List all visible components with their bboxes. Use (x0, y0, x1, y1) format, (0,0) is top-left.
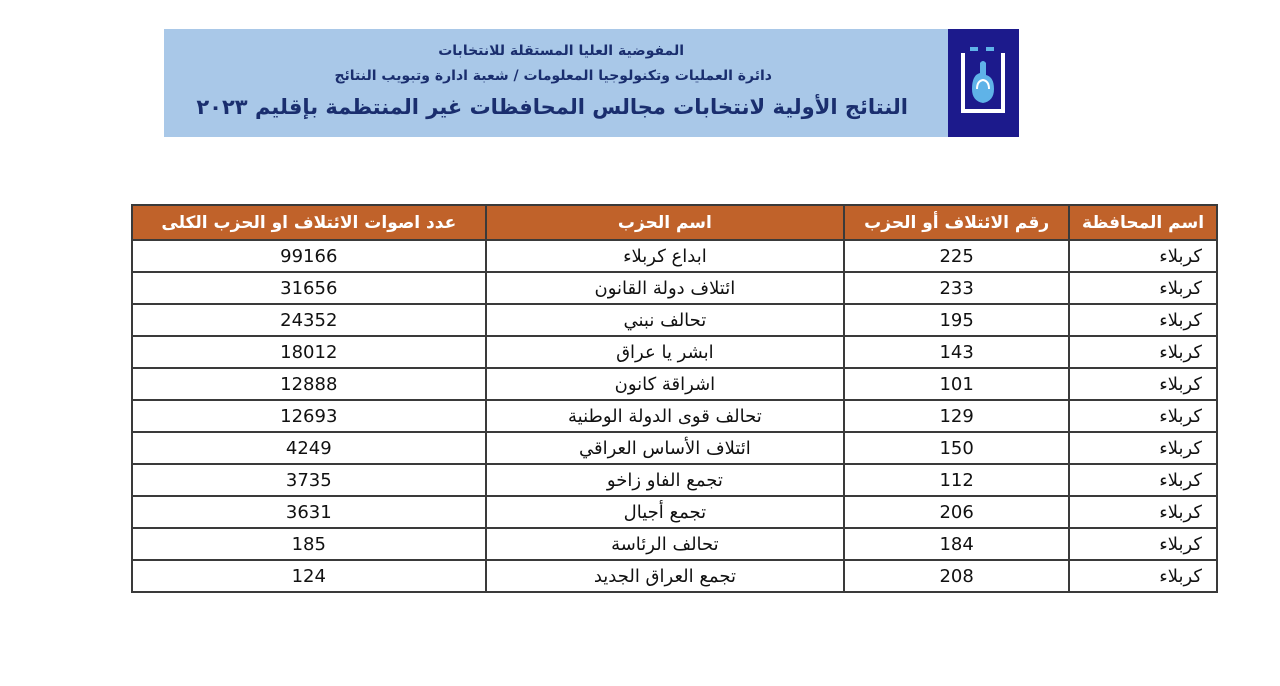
cell-number: 208 (844, 560, 1069, 592)
cell-number: 112 (844, 464, 1069, 496)
cell-votes: 99166 (132, 240, 486, 272)
cell-governorate: كربلاء (1069, 304, 1217, 336)
cell-governorate: كربلاء (1069, 336, 1217, 368)
cell-number: 225 (844, 240, 1069, 272)
cell-governorate: كربلاء (1069, 560, 1217, 592)
cell-party: تحالف قوى الدولة الوطنية (486, 400, 845, 432)
cell-party: تحالف الرئاسة (486, 528, 845, 560)
cell-party: تجمع العراق الجديد (486, 560, 845, 592)
header-text (164, 29, 912, 137)
cell-party: ابداع كربلاء (486, 240, 845, 272)
cell-number: 101 (844, 368, 1069, 400)
cell-votes: 3735 (132, 464, 486, 496)
cell-votes: 124 (132, 560, 486, 592)
table-row (132, 240, 1217, 272)
cell-party: اشراقة كانون (486, 368, 845, 400)
cell-votes: 31656 (132, 272, 486, 304)
cell-number: 150 (844, 432, 1069, 464)
cell-governorate: كربلاء (1069, 464, 1217, 496)
department-name: دائرة العمليات وتكنولوجيا المعلومات / شعبة ادارة وتبويب النتائج (334, 68, 772, 84)
table-row (132, 432, 1217, 464)
cell-votes: 12693 (132, 400, 486, 432)
cell-governorate: كربلاء (1069, 528, 1217, 560)
logo (948, 29, 1019, 137)
cell-governorate: كربلاء (1069, 240, 1217, 272)
column-header-governorate: اسم المحافظة (1069, 205, 1217, 240)
cell-votes: 24352 (132, 304, 486, 336)
cell-party: تحالف نبني (486, 304, 845, 336)
cell-governorate: كربلاء (1069, 496, 1217, 528)
cell-governorate: كربلاء (1069, 368, 1217, 400)
cell-number: 129 (844, 400, 1069, 432)
cell-governorate: كربلاء (1069, 272, 1217, 304)
table-row (132, 368, 1217, 400)
cell-votes: 185 (132, 528, 486, 560)
cell-governorate: كربلاء (1069, 432, 1217, 464)
cell-number: 195 (844, 304, 1069, 336)
table-row (132, 528, 1217, 560)
column-header-party: اسم الحزب (486, 205, 845, 240)
results-table (131, 204, 1218, 593)
cell-votes: 3631 (132, 496, 486, 528)
cell-number: 184 (844, 528, 1069, 560)
cell-party: تجمع الفاو زاخو (486, 464, 845, 496)
column-header-number: رقم الائتلاف أو الحزب (844, 205, 1069, 240)
cell-votes: 12888 (132, 368, 486, 400)
cell-number: 233 (844, 272, 1069, 304)
table-row (132, 464, 1217, 496)
cell-governorate: كربلاء (1069, 400, 1217, 432)
cell-number: 206 (844, 496, 1069, 528)
table-row (132, 496, 1217, 528)
table-row (132, 560, 1217, 592)
table-row (132, 336, 1217, 368)
cell-party: تجمع أجيال (486, 496, 845, 528)
header-banner (164, 29, 1019, 137)
table-row (132, 304, 1217, 336)
table-row (132, 400, 1217, 432)
cell-votes: 18012 (132, 336, 486, 368)
cell-number: 143 (844, 336, 1069, 368)
commission-name: المفوضية العليا المستقلة للانتخابات (438, 43, 684, 59)
cell-party: ابشر يا عراق (486, 336, 845, 368)
ballot-box-icon (958, 45, 1008, 121)
cell-votes: 4249 (132, 432, 486, 464)
table-header-row (132, 205, 1217, 240)
cell-party: ائتلاف دولة القانون (486, 272, 845, 304)
table-row (132, 272, 1217, 304)
column-header-votes: عدد اصوات الائتلاف او الحزب الكلى (132, 205, 486, 240)
page-title: النتائج الأولية لانتخابات مجالس المحافظات غير المنتظمة بإقليم ٢٠٢٣ (196, 95, 908, 119)
cell-party: ائتلاف الأساس العراقي (486, 432, 845, 464)
